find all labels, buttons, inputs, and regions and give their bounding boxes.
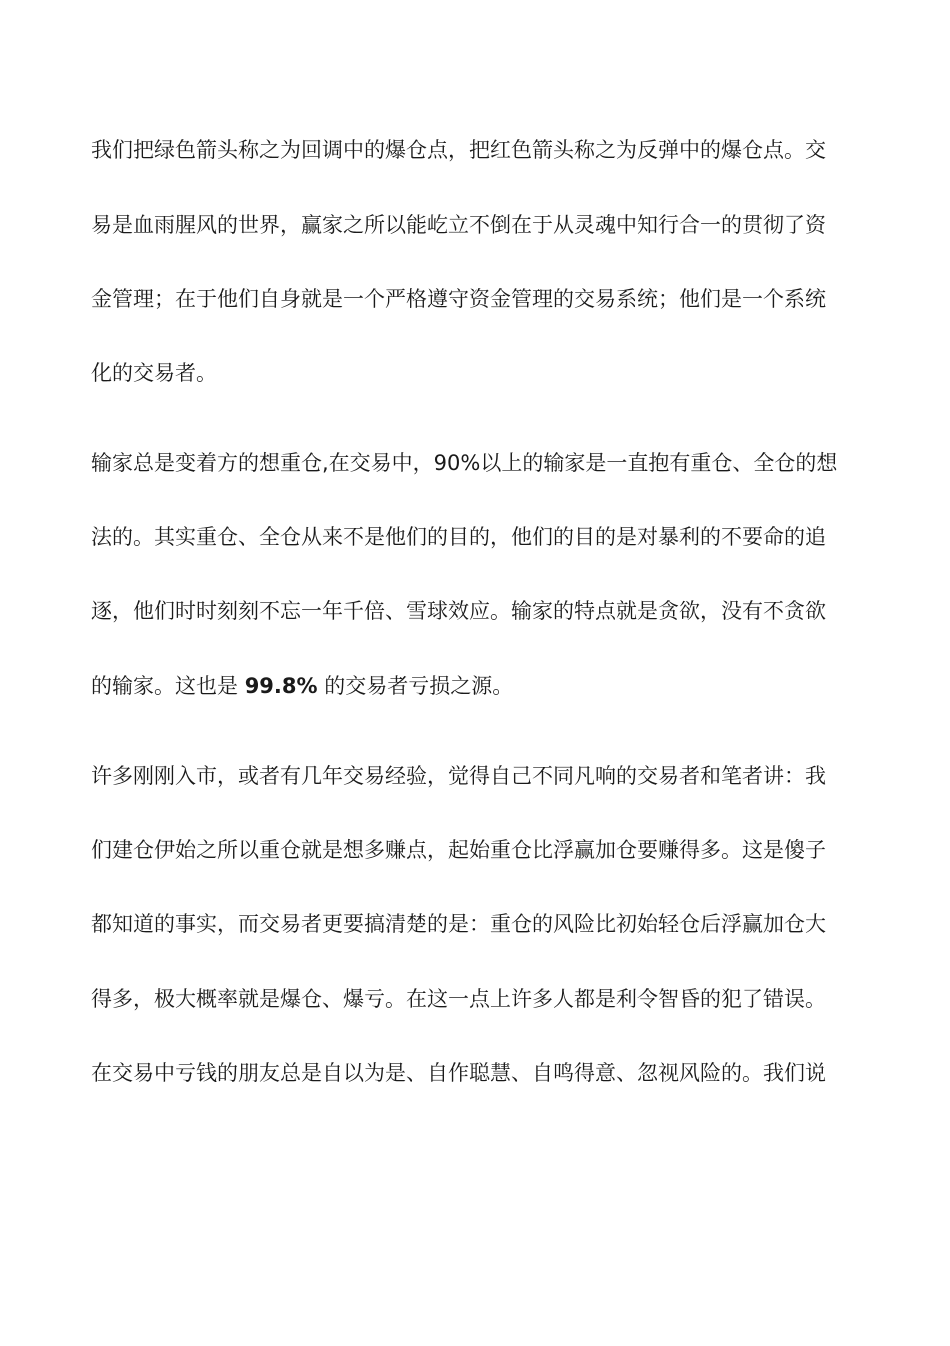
text-segment: 的交易者亏损之源。 xyxy=(317,674,514,698)
text-line: 们建仓伊始之所以重仓就是想多赚点，起始重仓比浮赢加仓要赚得多。这是傻子 xyxy=(91,838,826,862)
bold-percentage: 99.8% xyxy=(244,674,318,698)
text-line: 逐，他们时时刻刻不忘一年千倍、雪球效应。输家的特点就是贪欲，没有不贪欲 xyxy=(91,599,826,623)
text-line: 在交易中亏钱的朋友总是自以为是、自作聪慧、自鸣得意、忽视风险的。我们说 xyxy=(91,1061,826,1085)
text-line: 化的交易者。 xyxy=(91,361,217,385)
text-line: 法的。其实重仓、全仓从来不是他们的目的，他们的目的是对暴利的不要命的追 xyxy=(91,525,826,549)
text-line: 我们把绿色箭头称之为回调中的爆仓点，把红色箭头称之为反弹中的爆仓点。交 xyxy=(91,138,826,162)
text-segment: 的输家。这也是 xyxy=(91,674,245,698)
text-line: 得多，极大概率就是爆仓、爆亏。在这一点上许多人都是利令智昏的犯了错误。 xyxy=(91,987,826,1011)
text-line: 许多刚刚入市，或者有几年交易经验，觉得自己不同凡响的交易者和笔者讲：我 xyxy=(91,764,826,788)
text-line: 易是血雨腥风的世界，赢家之所以能屹立不倒在于从灵魂中知行合一的贯彻了资 xyxy=(91,213,826,237)
text-line: 金管理；在于他们自身就是一个严格遵守资金管理的交易系统；他们是一个系统 xyxy=(91,287,826,311)
text-line: 输家总是变着方的想重仓,在交易中，90%以上的输家是一直抱有重仓、全仓的想 xyxy=(91,451,838,475)
text-line xyxy=(91,671,513,701)
text-line: 都知道的事实，而交易者更要搞清楚的是：重仓的风险比初始轻仓后浮赢加仓大 xyxy=(91,912,826,936)
